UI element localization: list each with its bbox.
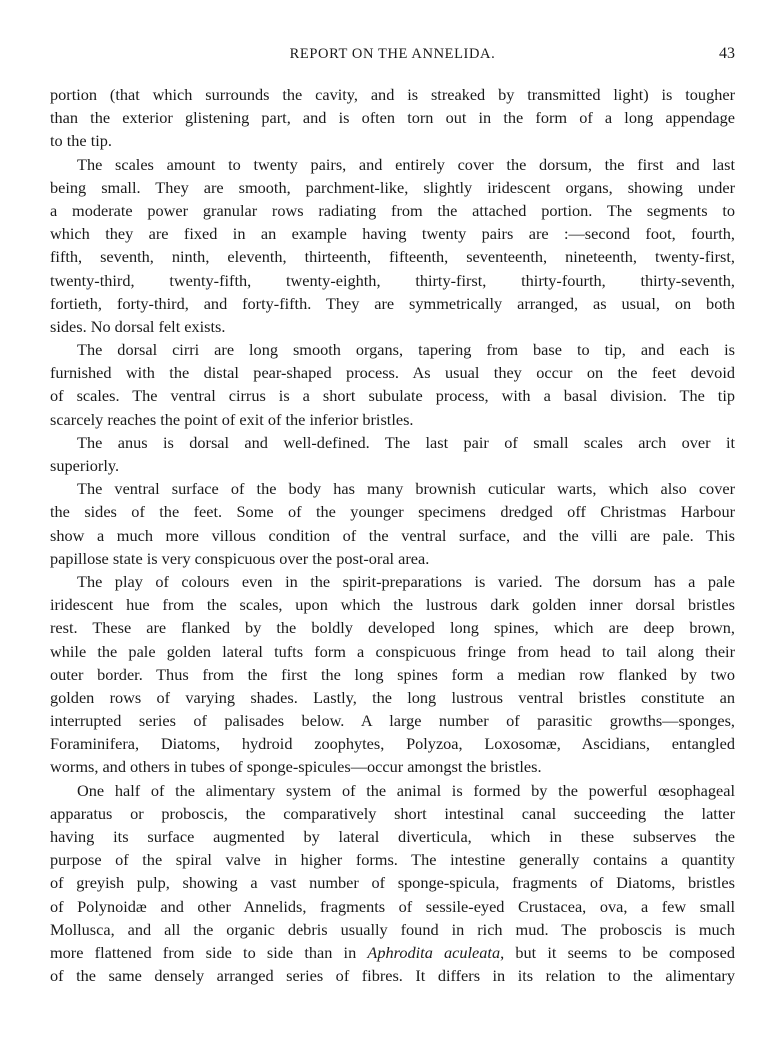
page-number: 43	[719, 45, 735, 62]
text-line: papillose state is very conspicuous over the post-oral area.	[50, 548, 430, 568]
text-run: more flattened from side to side than in	[50, 942, 368, 962]
paragraph-continuation	[50, 83, 735, 153]
paragraph-alimentary-system	[50, 779, 735, 988]
text-line: scarcely reaches the point of exit of the inferior bristles.	[50, 409, 414, 429]
text-line: having its surface augmented by lateral diverticula, which in these subserves the	[50, 827, 735, 846]
text-line: of Polynoidæ and other Annelids, fragments of sessile-eyed Crustacea, ova, a few small	[50, 896, 735, 916]
text-line: rest. These are flanked by the boldly developed long spines, which are deep brown,	[50, 618, 735, 638]
paragraph-ventral-surface	[50, 477, 735, 570]
running-head	[50, 46, 735, 68]
species-name-italic: Aphrodita aculeata	[367, 942, 501, 962]
text-line: of the same densely arranged series of fibres. It differs in its relation to the alimentary	[50, 966, 735, 986]
text-line: The scales amount to twenty pairs, and entirely cover the dorsum, the first and last	[77, 154, 735, 174]
text-line: portion (that which surrounds the cavity, and is streaked by transmitted light) is tougher	[50, 85, 735, 104]
text-line-with-italic	[50, 941, 735, 964]
running-title: REPORT ON THE ANNELIDA.	[289, 46, 496, 62]
text-line: of scales. The ventral cirrus is a short subulate process, with a basal division. The tip	[50, 386, 735, 406]
text-line: of greyish pulp, showing a vast number of sponge-spicula, fragments of Diatoms, bristles	[50, 873, 735, 893]
text-line: fortieth, forty-third, and forty-fifth. They are symmetrically arranged, as usual, on both	[50, 293, 735, 313]
text-line: golden rows of varying shades. Lastly, the long lustrous ventral bristles constitute an	[50, 687, 735, 707]
text-line: Foraminifera, Diatoms, hydroid zoophytes, Polyzoa, Loxosomæ, Ascidians, entangled	[50, 734, 735, 754]
text-line: to the tip.	[50, 131, 112, 151]
text-line: outer border. Thus from the first the long spines form a median row flanked by two	[50, 664, 735, 684]
text-line: The play of colours even in the spirit-preparations is varied. The dorsum has a pale	[77, 571, 735, 591]
text-line: The dorsal cirri are long smooth organs, tapering from base to tip, and each is	[77, 340, 735, 360]
body-text	[50, 83, 735, 987]
text-run: , but it seems to be composed	[500, 942, 735, 962]
paragraph-scales	[50, 153, 735, 339]
text-line: the sides of the feet. Some of the younger specimens dredged off Christmas Harbour	[50, 502, 735, 522]
text-line: show a much more villous condition of the ventral surface, and the villi are pale. This	[50, 525, 735, 545]
text-line: Mollusca, and all the organic debris usually found in rich mud. The proboscis is much	[50, 919, 735, 939]
paragraph-colours	[50, 570, 735, 779]
text-line: a moderate power granular rows radiating from the attached portion. The segments to	[50, 200, 735, 220]
text-line: twenty-third, twenty-fifth, twenty-eighth, thirty-first, thirty-fourth, thirty-seventh,	[50, 270, 735, 290]
text-line: interrupted series of palisades below. A large number of parasitic growths—sponges,	[50, 711, 735, 731]
text-line: which they are fixed in an example having twenty pairs are :—second foot, fourth,	[50, 224, 735, 244]
text-line: superiorly.	[50, 456, 120, 475]
text-line: being small. They are smooth, parchment-like, slightly iridescent organs, showing under	[50, 177, 735, 197]
text-line: apparatus or proboscis, the comparatively short intestinal canal succeeding the latter	[50, 803, 735, 823]
paragraph-anus	[50, 431, 735, 477]
text-line: furnished with the distal pear-shaped process. As usual they occur on the feet devoid	[50, 363, 735, 383]
text-line: The anus is dorsal and well-defined. The last pair of small scales arch over it	[77, 432, 735, 452]
paragraph-dorsal-cirri	[50, 338, 735, 431]
text-line: than the exterior glistening part, and is often torn out in the form of a long appendage	[50, 108, 735, 128]
text-line: sides. No dorsal felt exists.	[50, 316, 226, 336]
text-line: purpose of the spiral valve in higher forms. The intestine generally contains a quantity	[50, 850, 735, 870]
text-line: iridescent hue from the scales, upon which the lustrous dark golden inner dorsal bristles	[50, 595, 735, 615]
text-line: fifth, seventh, ninth, eleventh, thirteenth, fifteenth, seventeenth, nineteenth, twenty-first,	[50, 247, 735, 267]
text-line: The ventral surface of the body has many brownish cuticular warts, which also cover	[77, 479, 735, 499]
text-line: One half of the alimentary system of the animal is formed by the powerful œsophageal	[77, 780, 735, 800]
text-line: worms, and others in tubes of sponge-spicules—occur amongst the bristles.	[50, 757, 542, 777]
text-line: while the pale golden lateral tufts form a conspicuous fringe from head to tail along their	[50, 641, 735, 661]
